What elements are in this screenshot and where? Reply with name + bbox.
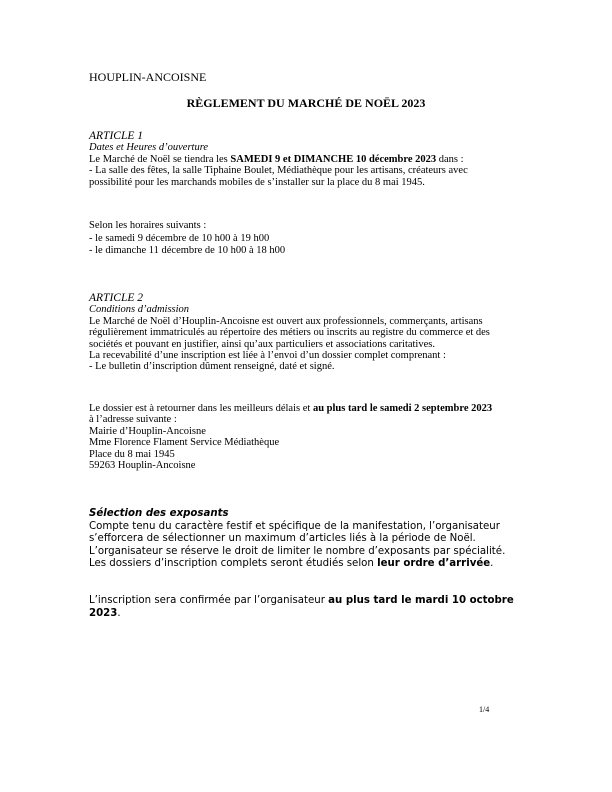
- address-line-1: Mairie d’Houplin-Ancoisne: [89, 425, 206, 437]
- dossier-deadline: [89, 403, 529, 414]
- page-number: 1/4: [479, 705, 490, 714]
- address-line-2: Mme Florence Flament Service Médiathèque: [89, 437, 280, 449]
- selection-line-3: L’organisateur se réserve le droit de limiter le nombre d’exposants par spécialité.: [89, 545, 506, 557]
- article-1-subheading: Dates et Heures d’ouverture: [89, 142, 209, 154]
- confirmation-year: 2023: [89, 607, 118, 619]
- hours-sunday: - le dimanche 11 décembre de 10 h00 à 18 h00: [89, 245, 286, 256]
- dossier-text: Le dossier est à retourner dans les meilleurs délais et: [89, 403, 313, 414]
- dossier-deadline-date: au plus tard le samedi 2 septembre 2023: [312, 403, 493, 414]
- venue-line-2: possibilité pour les marchands mobiles de s’installer sur la place du 8 mai 1945.: [89, 176, 425, 188]
- confirmation-text: L’inscription sera confirmée par l’organisateur: [89, 595, 329, 606]
- hours-saturday: - le samedi 9 décembre de 10 h00 à 19 h00: [89, 232, 270, 244]
- opening-hours: [89, 220, 529, 258]
- article-1-heading: ARTICLE 1: [89, 130, 143, 142]
- admission-line-2: régulièrement immatriculés au répertoire des métiers ou inscrits au registre du commerce et des: [89, 327, 490, 339]
- admission-line-1: Le Marché de Noël d’Houplin-Ancoisne est ouvert aux professionnels, commerçants, artisans: [89, 315, 483, 327]
- town-name: HOUPLIN-ANCOISNE: [89, 70, 207, 84]
- confirmation-date: au plus tard le mardi 10 octobre: [328, 595, 514, 606]
- address-line-3: Place du 8 mai 1945: [89, 448, 175, 460]
- confirmation-end: .: [117, 607, 121, 619]
- confirmation-section: [89, 595, 529, 620]
- intro-suffix: dans :: [436, 153, 464, 165]
- article-2-subheading: Conditions d’admission: [89, 304, 190, 316]
- article-2: [89, 293, 529, 373]
- hours-intro: Selon les horaires suivants :: [89, 220, 207, 231]
- confirmation-line-2: [89, 608, 529, 621]
- article-1-intro: [89, 154, 529, 165]
- selection-line-4: [89, 558, 529, 571]
- confirmation-line-1: [89, 595, 529, 608]
- admission-line-3: sociétés et pouvant en justifier, ainsi qu’aux particuliers et associations caritatives.: [89, 338, 435, 350]
- selection-line-1: Compte tenu du caractère festif et spécifique de la manifestation, l’organisateur: [89, 520, 500, 532]
- venue-line-1: - La salle des fêtes, la salle Tiphaine Boulet, Médiathèque pour les artisans, créateurs avec: [89, 165, 468, 177]
- selection-line-2: s’efforcera de sélectionner un maximum d’articles liés à la période de Noël.: [89, 533, 476, 545]
- admission-line-5: - Le bulletin d’inscription dûment renseigné, daté et signé.: [89, 361, 335, 373]
- address-line-4: 59263 Houplin-Ancoisne: [89, 460, 196, 472]
- article-2-heading: ARTICLE 2: [89, 292, 143, 304]
- document-title: RÈGLEMENT DU MARCHÉ DE NOËL 2023: [186, 96, 426, 110]
- selection-order-bold: leur ordre d’arrivée: [377, 558, 491, 570]
- article-1: [89, 131, 529, 188]
- intro-dates: SAMEDI 9 et DIMANCHE 10 décembre 2023: [230, 153, 437, 165]
- admission-line-4: La recevabilité d’une inscription est liée à l’envoi d’un dossier complet comprenant :: [89, 350, 446, 362]
- selection-heading: Sélection des exposants: [89, 508, 229, 519]
- selection-order-end: .: [490, 558, 494, 570]
- dossier-address-intro: à l’adresse suivante :: [89, 414, 177, 426]
- selection-section: [89, 508, 529, 571]
- selection-order-text: Les dossiers d’inscription complets seront étudiés selon: [89, 558, 378, 570]
- intro-text: Le Marché de Noël se tiendra les: [89, 153, 231, 165]
- dossier-section: [89, 403, 529, 471]
